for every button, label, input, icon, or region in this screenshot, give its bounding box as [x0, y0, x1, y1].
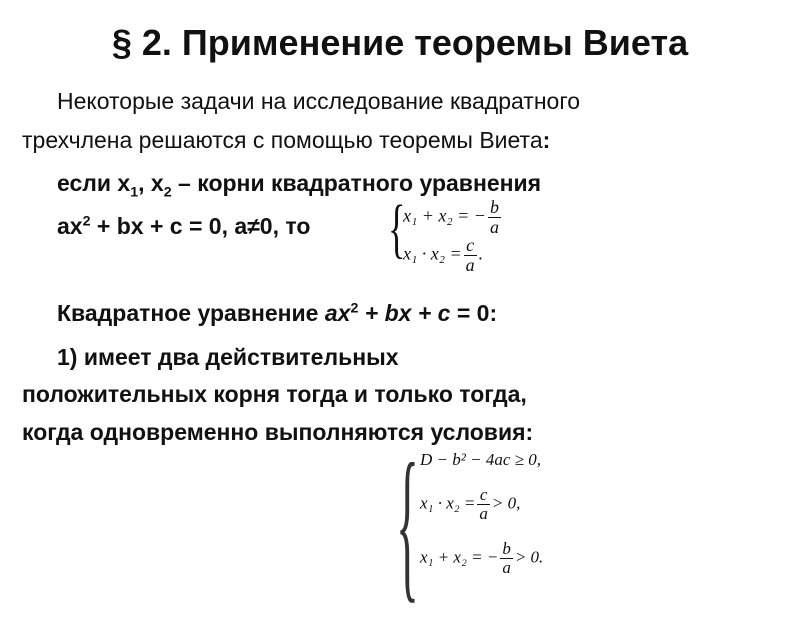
- intro-line-1: Некоторые задачи на исследование квадратного: [57, 88, 580, 114]
- conditions-brace: {: [396, 429, 419, 617]
- cond-sum-end: > 0.: [514, 547, 544, 567]
- root1-subscript: 1: [130, 184, 139, 201]
- vieta-product-equation: [403, 236, 483, 275]
- roots-comma-text: , х: [138, 170, 164, 196]
- quad-eq-rest: + bx + c: [358, 300, 451, 326]
- cond-prod-num: c: [477, 486, 490, 505]
- root2-subscript: 2: [163, 184, 172, 201]
- slide-title: § 2. Применение теоремы Виета: [111, 22, 689, 63]
- condition-line-2: положительных корня тогда и только тогда,: [22, 381, 527, 407]
- eq-exponent: 2: [82, 213, 91, 230]
- vieta-prod-num: c: [464, 236, 477, 256]
- cond-sum-den: a: [502, 557, 511, 577]
- quad-eq-a: ax: [324, 300, 351, 326]
- quad-suffix: = 0:: [450, 300, 498, 326]
- cond-sum-fraction: [500, 540, 513, 577]
- cond-sum-num: b: [502, 539, 511, 558]
- cond-prod-end: > 0,: [491, 493, 521, 513]
- intro-line-2: [22, 127, 550, 154]
- vieta-prod-fraction: [464, 236, 477, 275]
- intro-line-2-text: трехчлена решаются с помощью теоремы Виета: [22, 127, 543, 153]
- condition-sum: [420, 540, 543, 577]
- vieta-sum-lhs: x₁ + x₂ = −: [403, 205, 486, 226]
- quad-prefix: Квадратное уравнение: [57, 300, 325, 326]
- condition-discriminant: D − b² − 4ac ≥ 0,: [420, 450, 541, 469]
- vieta-sum-den: a: [489, 216, 499, 237]
- cond-prod-den: a: [479, 503, 488, 523]
- quad-exponent: 2: [350, 300, 359, 317]
- vieta-sum-num: b: [489, 197, 499, 217]
- quadratic-equation-line: [57, 213, 310, 240]
- vieta-sum-fraction: [488, 198, 501, 237]
- vieta-prod-den: a: [465, 254, 475, 275]
- condition-line-3: когда одновременно выполняются условия:: [22, 419, 534, 445]
- vieta-prod-end: .: [478, 243, 484, 264]
- cond-prod-fraction: [477, 486, 490, 523]
- vieta-prod-lhs: x₁ · x₂ =: [403, 243, 462, 264]
- eq-rest: + bх + с = 0, а≠0, то: [90, 213, 311, 239]
- cond-sum-lhs: x₁ + x₂ = −: [420, 547, 499, 567]
- condition-line-1: 1) имеет два действительных: [57, 344, 399, 370]
- roots-suffix-text: – корни квадратного уравнения: [171, 170, 542, 196]
- vieta-brace: {: [388, 192, 406, 265]
- vieta-sum-equation: [403, 198, 503, 237]
- quadratic-statement-line: [57, 300, 497, 327]
- roots-condition-line: [57, 170, 541, 201]
- roots-if-text: если х: [57, 170, 131, 196]
- intro-colon: :: [542, 127, 551, 153]
- eq-a-term: ах: [57, 213, 83, 239]
- condition-product: [420, 486, 520, 523]
- cond-prod-lhs: x₁ · x₂ =: [420, 493, 476, 513]
